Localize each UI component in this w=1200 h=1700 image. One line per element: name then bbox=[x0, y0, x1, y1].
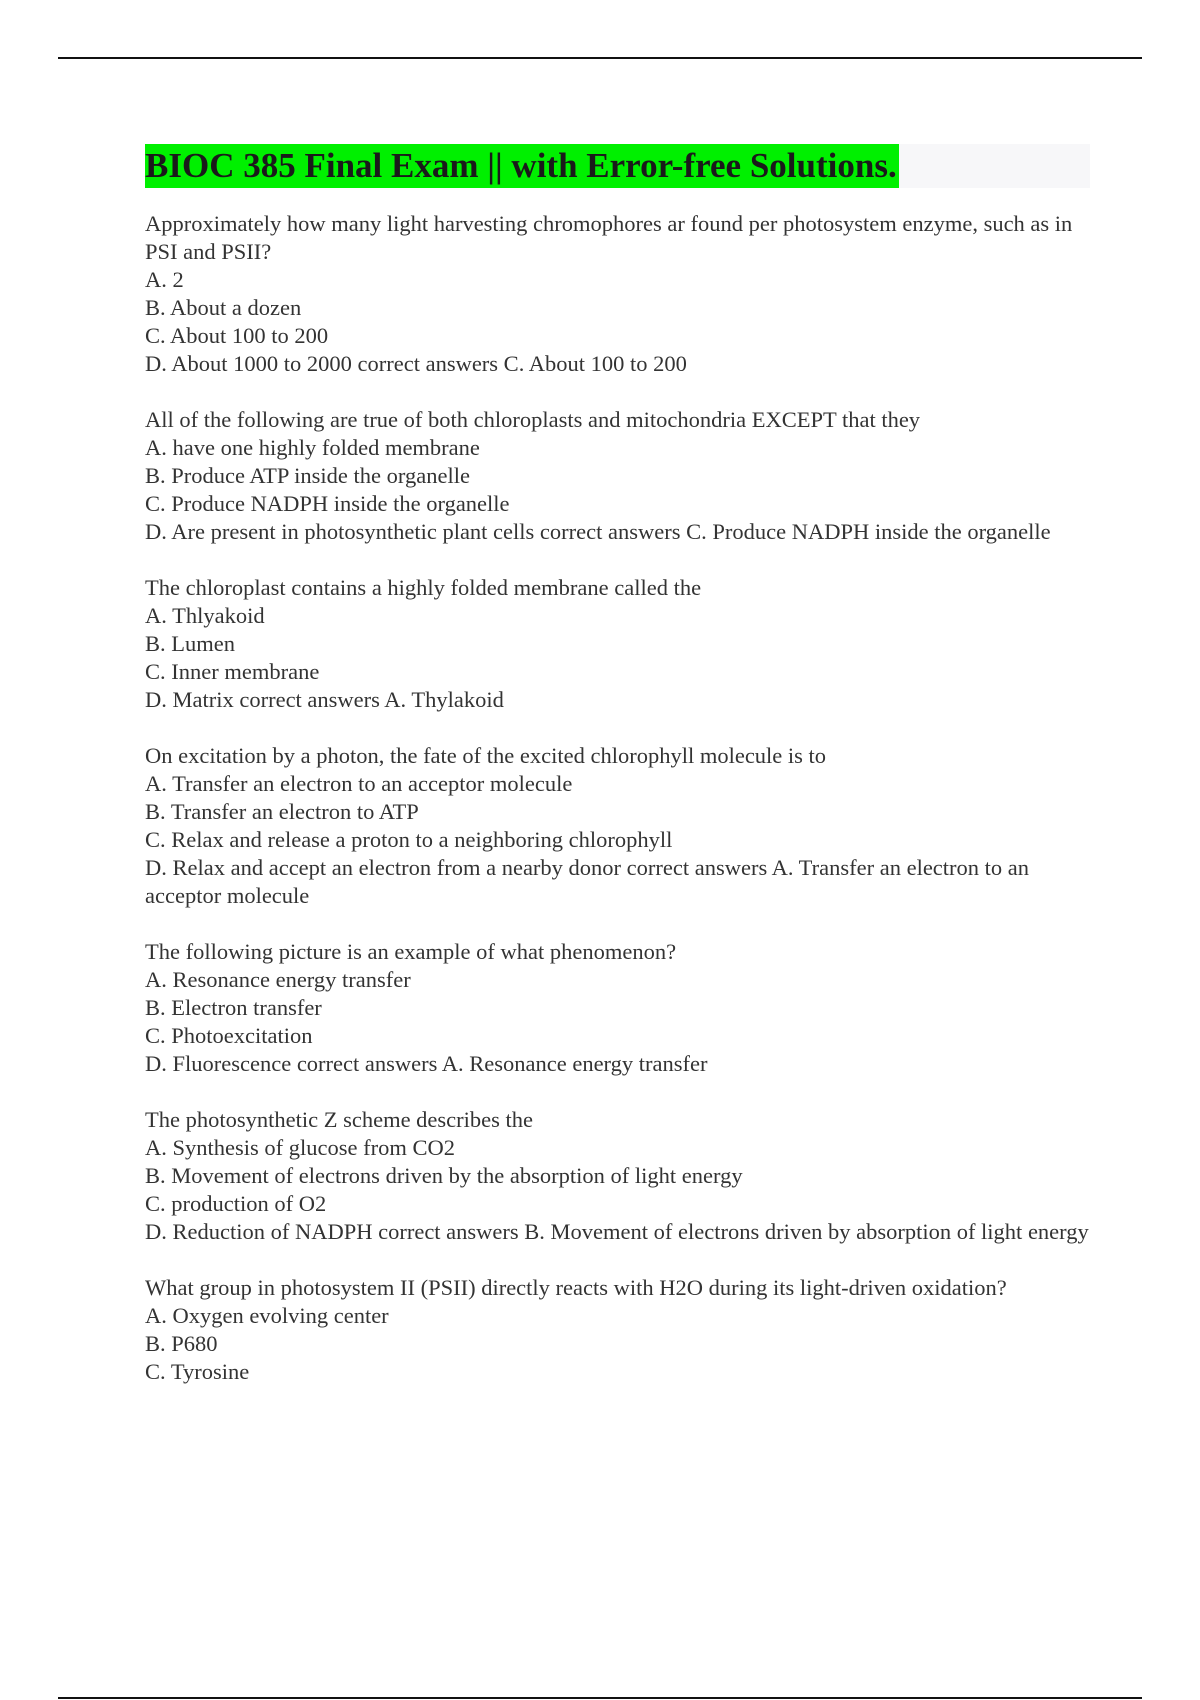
answer-option: B. P680 bbox=[145, 1331, 218, 1356]
question-block bbox=[145, 742, 1090, 910]
question-block bbox=[145, 574, 1090, 714]
answer-option: B. Produce ATP inside the organelle bbox=[145, 463, 470, 488]
question-text: The following picture is an example of what phenomenon? bbox=[145, 939, 677, 964]
bottom-rule bbox=[58, 1697, 1142, 1699]
answer-option: C. production of O2 bbox=[145, 1191, 327, 1216]
question-block bbox=[145, 406, 1090, 546]
question-block bbox=[145, 1106, 1090, 1246]
answer-option: A. Synthesis of glucose from CO2 bbox=[145, 1135, 455, 1160]
answer-option-with-solution: D. Reduction of NADPH correct answers B. Movement of electrons driven by absorption of light energy bbox=[145, 1219, 1089, 1244]
question-text: What group in photosystem II (PSII) directly reacts with H2O during its light-driven oxidation? bbox=[145, 1275, 1007, 1300]
answer-option-with-solution: D. Matrix correct answers A. Thylakoid bbox=[145, 687, 504, 712]
answer-option: C. Produce NADPH inside the organelle bbox=[145, 491, 510, 516]
question-text: Approximately how many light harvesting chromophores ar found per photosystem enzyme, such as in PSI and PSII? bbox=[145, 211, 1073, 264]
document-title: BIOC 385 Final Exam || with Error-free Solutions. bbox=[145, 144, 899, 188]
question-text: The chloroplast contains a highly folded membrane called the bbox=[145, 575, 702, 600]
document-body bbox=[145, 144, 1090, 1414]
answer-option: B. Transfer an electron to ATP bbox=[145, 799, 419, 824]
answer-option: A. Resonance energy transfer bbox=[145, 967, 411, 992]
answer-option: C. Tyrosine bbox=[145, 1359, 250, 1384]
answer-option: A. 2 bbox=[145, 267, 184, 292]
answer-option-with-solution: D. About 1000 to 2000 correct answers C. About 100 to 200 bbox=[145, 351, 687, 376]
answer-option: A. have one highly folded membrane bbox=[145, 435, 480, 460]
answer-option: A. Transfer an electron to an acceptor molecule bbox=[145, 771, 573, 796]
answer-option: C. About 100 to 200 bbox=[145, 323, 329, 348]
question-text: On excitation by a photon, the fate of the excited chlorophyll molecule is to bbox=[145, 743, 827, 768]
question-text: All of the following are true of both chloroplasts and mitochondria EXCEPT that they bbox=[145, 407, 921, 432]
title-bar bbox=[145, 144, 1090, 188]
answer-option: B. Electron transfer bbox=[145, 995, 322, 1020]
answer-option: C. Relax and release a proton to a neighboring chlorophyll bbox=[145, 827, 673, 852]
top-rule bbox=[58, 57, 1142, 59]
question-text: The photosynthetic Z scheme describes the bbox=[145, 1107, 534, 1132]
answer-option-with-solution: D. Are present in photosynthetic plant cells correct answers C. Produce NADPH inside the organelle bbox=[145, 519, 1051, 544]
question-block bbox=[145, 210, 1090, 378]
answer-option: A. Thlyakoid bbox=[145, 603, 265, 628]
answer-option: A. Oxygen evolving center bbox=[145, 1303, 389, 1328]
answer-option-with-solution: D. Relax and accept an electron from a nearby donor correct answers A. Transfer an electron to an acceptor molecule bbox=[145, 855, 1030, 908]
answer-option: B. Movement of electrons driven by the absorption of light energy bbox=[145, 1163, 743, 1188]
answer-option: C. Photoexcitation bbox=[145, 1023, 313, 1048]
question-block bbox=[145, 1274, 1090, 1386]
answer-option: C. Inner membrane bbox=[145, 659, 320, 684]
answer-option-with-solution: D. Fluorescence correct answers A. Resonance energy transfer bbox=[145, 1051, 708, 1076]
question-block bbox=[145, 938, 1090, 1078]
answer-option: B. Lumen bbox=[145, 631, 235, 656]
answer-option: B. About a dozen bbox=[145, 295, 302, 320]
